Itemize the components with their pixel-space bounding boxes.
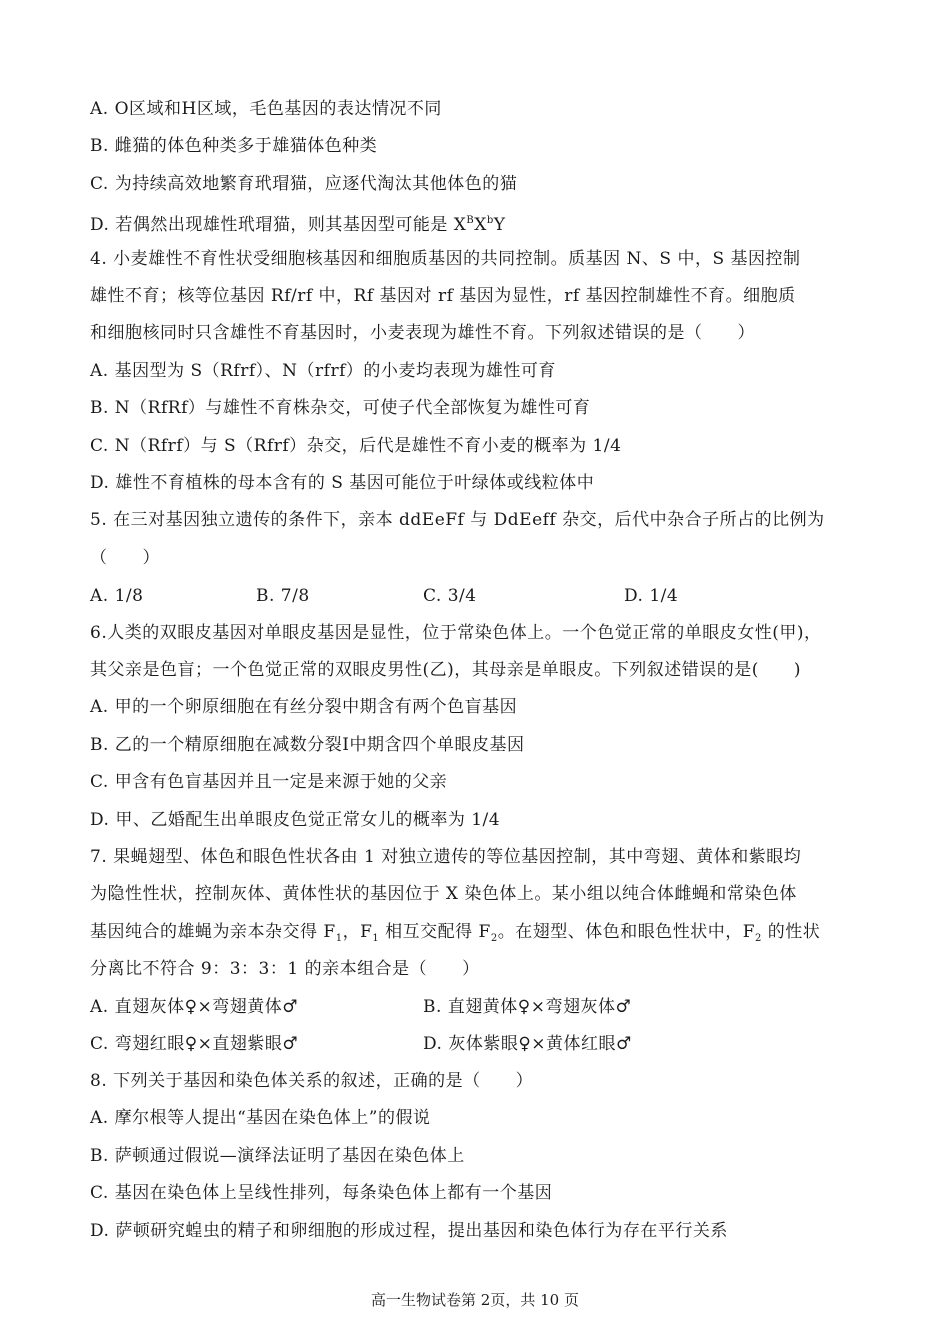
q7-text: ，F (342, 922, 373, 942)
q7-option-c: C. 弯翅红眼♀×直翅紫眼♂ (90, 1034, 299, 1054)
q8-stem: 8. 下列关于基因和染色体关系的叙述，正确的是（ ） (90, 1071, 534, 1091)
q8-option-d: D. 萨顿研究蝗虫的精子和卵细胞的形成过程，提出基因和染色体行为存在平行关系 (90, 1221, 728, 1241)
q3-option-c: C. 为持续高效地繁育玳瑁猫，应逐代淘汰其他体色的猫 (90, 174, 518, 194)
superscript: B (466, 215, 475, 226)
q4-option-c: C. N（Rfrf）与 S（Rfrf）杂交，后代是雄性不育小麦的概率为 1/4 (90, 436, 622, 456)
subscript: 2 (490, 933, 498, 944)
q4-option-b: B. N（RfRf）与雄性不育株杂交，可使子代全部恢复为雄性可育 (90, 398, 591, 418)
q5-stem-line2: （ ） (90, 548, 160, 568)
superscript: b (486, 215, 494, 226)
subscript: 2 (755, 933, 762, 944)
q8-option-c: C. 基因在染色体上呈线性排列，每条染色体上都有一个基因 (90, 1183, 553, 1203)
q8-option-b: B. 萨顿通过假说—演绎法证明了基因在染色体上 (90, 1146, 465, 1166)
q7-stem-line2: 为隐性性状，控制灰体、黄体性状的基因位于 X 染色体上。某小组以纯合体雌蝇和常染色体 (90, 884, 797, 904)
q6-option-a: A. 甲的一个卵原细胞在有丝分裂中期含有两个色盲基因 (90, 697, 518, 717)
q7-option-b: B. 直翅黄体♀×弯翅灰体♂ (423, 997, 632, 1017)
q6-option-b: B. 乙的一个精原细胞在减数分裂Ⅰ中期含四个单眼皮基因 (90, 735, 525, 755)
q3-option-b: B. 雌猫的体色种类多于雄猫体色种类 (90, 136, 378, 156)
q6-option-c: C. 甲含有色盲基因并且一定是来源于她的父亲 (90, 772, 448, 792)
q7-stem-line3 (90, 921, 820, 950)
q7-option-d: D. 灰体紫眼♀×黄体红眼♂ (423, 1034, 632, 1054)
q5-option-b: B. 7/8 (256, 586, 310, 606)
q4-stem-line3: 和细胞核同时只含雄性不育基因时，小麦表现为雄性不育。下列叙述错误的是（ ） (90, 323, 755, 343)
q5-option-c: C. 3/4 (423, 586, 477, 606)
subscript: 1 (372, 933, 380, 944)
q8-option-a: A. 摩尔根等人提出“基因在染色体上”的假说 (90, 1108, 431, 1128)
q5-option-a: A. 1/8 (90, 586, 144, 606)
q4-stem-line2: 雄性不育；核等位基因 Rf/rf 中，Rf 基因对 rf 基因为显性，rf 基因控制雄性不育。细胞质 (90, 286, 796, 306)
q3-option-d-text: D. 若偶然出现雄性玳瑁猫，则其基因型可能是 X (90, 215, 467, 235)
q6-stem-line1: 6.人类的双眼皮基因对单眼皮基因是显性，位于常染色体上。一个色觉正常的单眼皮女性(甲)， (90, 623, 822, 643)
q7-stem-line1: 7. 果蝇翅型、体色和眼色性状各由 1 对独立遗传的等位基因控制，其中弯翅、黄体和紫眼均 (90, 847, 802, 867)
q5-option-d: D. 1/4 (624, 586, 679, 606)
q7-option-a: A. 直翅灰体♀×弯翅黄体♂ (90, 997, 298, 1017)
q5-stem-line1: 5. 在三对基因独立遗传的条件下，亲本 ddEeFf 与 DdEeff 杂交，后代中杂合子所占的比例为 (90, 510, 825, 530)
q3-option-a: A. O区域和H区域，毛色基因的表达情况不同 (90, 99, 442, 119)
q7-text: 。在翅型、体色和眼色性状中，F (497, 922, 756, 942)
q4-option-a: A. 基因型为 S（Rfrf）、N（rfrf）的小麦均表现为雄性可育 (90, 361, 556, 381)
q4-stem-line1: 4. 小麦雄性不育性状受细胞核基因和细胞质基因的共同控制。质基因 N、S 中，S 基因控制 (90, 249, 801, 269)
q7-text: 基因纯合的雄蝇为亲本杂交得 F (90, 922, 336, 942)
q3-option-d-text: Y (493, 215, 506, 235)
page-footer: 高一生物试卷第 2页，共 10 页 (371, 1291, 579, 1309)
q4-option-d: D. 雄性不育植株的母本含有的 S 基因可能位于叶绿体或线粒体中 (90, 473, 595, 493)
q7-stem-line4: 分离比不符合 9：3：3：1 的亲本组合是（ ） (90, 959, 480, 979)
q3-option-d-text: X (474, 215, 487, 235)
q6-stem-line2: 其父亲是色盲；一个色觉正常的双眼皮男性(乙)，其母亲是单眼皮。下列叙述错误的是( ) (90, 660, 802, 680)
q7-text: 的性状 (761, 922, 821, 942)
q7-text: 相互交配得 F (379, 922, 491, 942)
subscript: 1 (335, 933, 343, 944)
q6-option-d: D. 甲、乙婚配生出单眼皮色觉正常女儿的概率为 1/4 (90, 810, 501, 830)
q3-option-d (90, 210, 505, 236)
